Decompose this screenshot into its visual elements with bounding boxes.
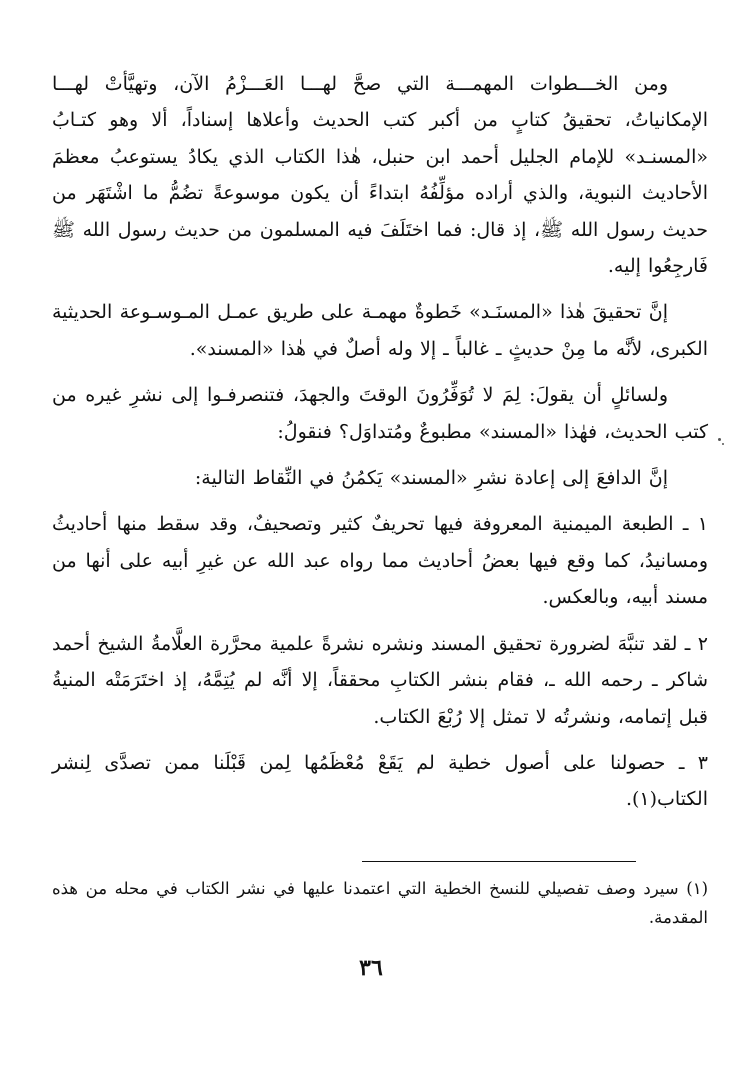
- main-text: [52, 66, 708, 828]
- footnote: (١) سيرد وصف تفصيلي للنسخ الخطية التي اعتمدنا عليها في نشر الكتاب في محله من هذه المقدمة.: [52, 879, 708, 927]
- paragraph-encyclopedia: إنَّ تحقيقَ هٰذا «المسنَـد» خَطوةٌ مهمـة على طريق عمـل المـوسـوعة الحديثية الكبرى، لأنَّه ما مِنْ حديثٍ ـ غالباً ـ إلا وله أصلٌ في هٰذا «المسند».: [52, 301, 708, 360]
- scan-speck: [722, 443, 724, 445]
- list-item-3: ٣ ـ حصولنا على أصول خطية لم يَقَعْ مُعْظَمُها لِمن قَبْلَنا ممن تصدَّى لِنشر الكتاب(١).: [52, 751, 708, 811]
- paragraph-intro: ومن الخـــطوات المهمـــة التي صحَّ لهـــا العَـــزْمُ الآن، وتهيَّأتْ لهـــا الإمكانياتُ، تحقيقُ كتابٍ من أكبر كتب الحديث وأعلاها إسناداً، ألا وهو كتـابُ «المسنـد» للإمام الجليل أحمد ابن حنبل، هٰذا الكتاب الذي يكادُ يستوعبُ معظمَ الأحاديث النبوية، والذي أراده مؤلِّفُهُ ابتداءً أن يكون موسوعةً تضُمُّ ما اشْتَهَر من حديث رسول الله ﷺ، إذ قال: فما اختَلَفَ فيه المسلمون من حديث رسول الله ﷺ فَارجِعُوا إليه.: [52, 73, 708, 278]
- list-item-1: ١ ـ الطبعة الميمنية المعروفة فيها تحريفٌ كثير وتصحيفٌ، وقد سقط منها أحاديثُ ومسانيدُ، كما وقع فيها بعضُ أحاديث مما رواه عبد الله عن غيرِ أبيه على أنها من مسند أبيه، وبالعكس.: [52, 513, 708, 609]
- scan-speck: [718, 438, 721, 441]
- paragraph-reasons-intro: إنَّ الدافعَ إلى إعادة نشرِ «المسند» يَكمُنُ في النِّقاط التالية:: [194, 467, 668, 490]
- footnote-divider: [362, 861, 636, 862]
- page-number: ٣٦: [359, 955, 383, 981]
- list-item-2: ٢ ـ لقد تنبَّهَ لضرورة تحقيق المسند ونشره نشرةً علمية محرَّرة العلَّامةُ الشيخ أحمد شاكر ـ رحمه الله ـ، فقام بنشر الكتابِ محققاً، إلا أنَّه لم يُتِمَّهُ، إذ اختَرَمَتْه المنيةُ قبل إتمامه، ونشرتُه لا تمثل إلا رُبْعَ الكتاب.: [52, 632, 708, 728]
- paragraph-question: ولسائلٍ أن يقولَ: لِمَ لا تُوَفِّرُونَ الوقتَ والجهدَ، فتنصرفـوا إلى نشرِ غيره من كتب الحديث، فهٰذا «المسند» مطبوعٌ ومُتداوَل؟ فنقولُ:: [52, 384, 708, 443]
